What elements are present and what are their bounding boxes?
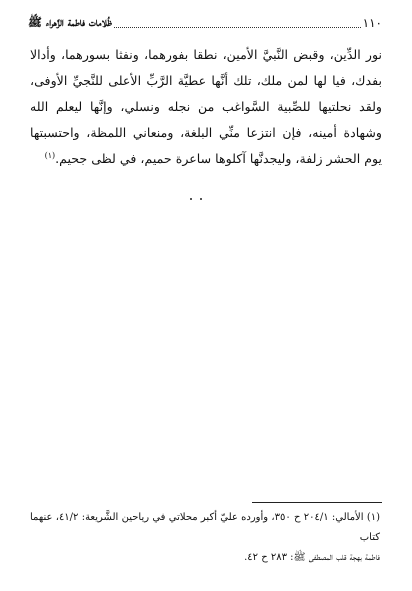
- header-dot-leader: [114, 27, 361, 28]
- stray-dot: [190, 198, 192, 200]
- footnote-block: [30, 508, 380, 568]
- footnote-separator: [252, 502, 382, 503]
- footnote-reference-1: (١): [44, 150, 56, 160]
- main-paragraph-text: نور الدِّين، وقبض النَّبيَّ الأمين، نطقا بفورهما، ونفثا بسورهما، وأدالا بفدك، فيا لها لمن ملك، تلك أنَّها عطيَّة الرَّبِّ الأعلى للنَّجيِّ الأوفى، ولقد نحلتيها للصِّبية السَّواغب من نجله ونسلي، وإنَّها ليعلم الله وشهادة أمينه، فإن انتزعا منِّي البلغة، ومنعاني اللمظة، واحتسبتها يوم الحشر زلفة، وليجدنَّها آكلوها ساعرة حميم، في لظى جحيم.: [30, 47, 382, 166]
- footnote-line-1: (١) الأمالي: ٢٠٤/١ ح ٣٥٠، وأورده عليّ أكبر محلاتي في رياحين الشَّريعة: ٤١/٢، عنهما كتاب: [30, 512, 381, 543]
- running-header: [28, 12, 382, 34]
- stray-dots: [190, 198, 210, 204]
- running-title: ظُلامات فاطمة الزَّهراء ﷺ: [28, 14, 112, 29]
- stray-dot: [200, 198, 202, 200]
- main-paragraph: [30, 42, 382, 172]
- footnote-line-2: فاطمة بهجة قلب المصطفى ﷺ: ٢٨٣ ح ٤٢.: [244, 552, 380, 563]
- page-number: ١١٠: [362, 16, 382, 30]
